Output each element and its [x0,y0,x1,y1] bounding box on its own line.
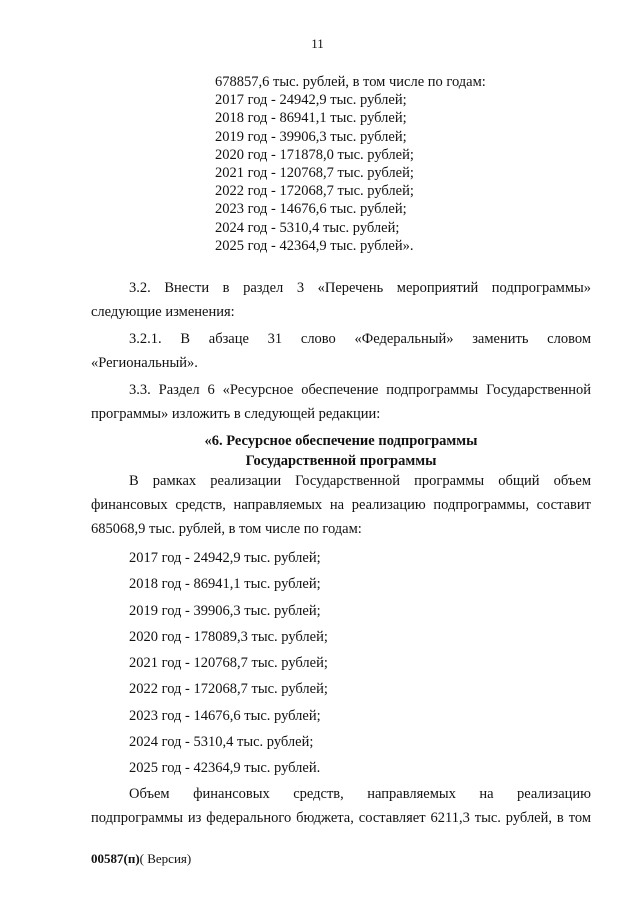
funding-by-year-list-previous [215,73,595,255]
paragraph-line: финансовых средств, направляемых на реализацию подпрограммы, составит [91,497,591,513]
funding-year-line: 2019 год - 39906,3 тыс. рублей; [215,128,407,145]
paragraph-line: 3.2. Внести в раздел 3 «Перечень мероприятий подпрограммы» [129,280,591,296]
paragraph-3-2 [91,276,591,324]
paragraph-line: программы» изложить в следующей редакции: [91,406,381,422]
paragraph-line: Объем финансовых средств, направляемых на реализацию [129,786,591,802]
funding-total-line: 678857,6 тыс. рублей, в том числе по годам: [215,74,486,90]
funding-year-line: 2024 год - 5310,4 тыс. рублей; [215,219,400,236]
paragraph-line: следующие изменения: [91,304,235,320]
funding-year-line: 2022 год - 172068,7 тыс. рублей; [129,681,328,698]
funding-year-line: 2017 год - 24942,9 тыс. рублей; [215,92,407,109]
section-title-line: «6. Ресурсное обеспечение подпрограммы [204,433,478,449]
funding-year-line: 2025 год - 42364,9 тыс. рублей. [129,760,321,777]
paragraph-line: 3.2.1. В абзаце 31 слово «Федеральный» заменить словом [129,331,591,347]
funding-year-line: 2018 год - 86941,1 тыс. рублей; [129,576,321,593]
paragraph-line: 3.3. Раздел 6 «Ресурсное обеспечение подпрограммы Государственной [129,382,591,398]
funding-year-line: 2024 год - 5310,4 тыс. рублей; [129,734,314,751]
funding-year-line: 2021 год - 120768,7 тыс. рублей; [129,655,328,672]
paragraph-line: «Региональный». [91,355,198,371]
intro-paragraph [91,469,591,541]
paragraph-line: В рамках реализации Государственной программы общий объем [129,473,591,489]
funding-year-line: 2017 год - 24942,9 тыс. рублей; [129,550,321,566]
document-code: 00587(п) [91,851,140,866]
paragraph-line: 685068,9 тыс. рублей, в том числе по годам: [91,521,362,537]
page-number: 11 [311,36,324,51]
paragraph-3-3 [91,378,591,426]
federal-budget-paragraph [91,782,591,830]
funding-year-line: 2025 год - 42364,9 тыс. рублей». [215,237,414,254]
document-footer [91,851,191,867]
funding-year-line: 2020 год - 171878,0 тыс. рублей; [215,146,414,163]
paragraph-line: подпрограммы из федерального бюджета, составляет 6211,3 тыс. рублей, в том [91,810,591,826]
paragraph-3-2-1 [91,327,591,375]
document-version: ( Версия) [139,851,192,866]
funding-by-year-list [129,545,429,782]
funding-year-line: 2021 год - 120768,7 тыс. рублей; [215,164,414,181]
section-title [91,431,591,471]
funding-year-line: 2019 год - 39906,3 тыс. рублей; [129,602,321,619]
funding-year-line: 2018 год - 86941,1 тыс. рублей; [215,110,407,127]
funding-year-line: 2020 год - 178089,3 тыс. рублей; [129,628,328,645]
funding-year-line: 2023 год - 14676,6 тыс. рублей; [129,707,321,724]
funding-year-line: 2022 год - 172068,7 тыс. рублей; [215,183,414,200]
funding-year-line: 2023 год - 14676,6 тыс. рублей; [215,201,407,218]
section-title-line: Государственной программы [245,453,437,469]
